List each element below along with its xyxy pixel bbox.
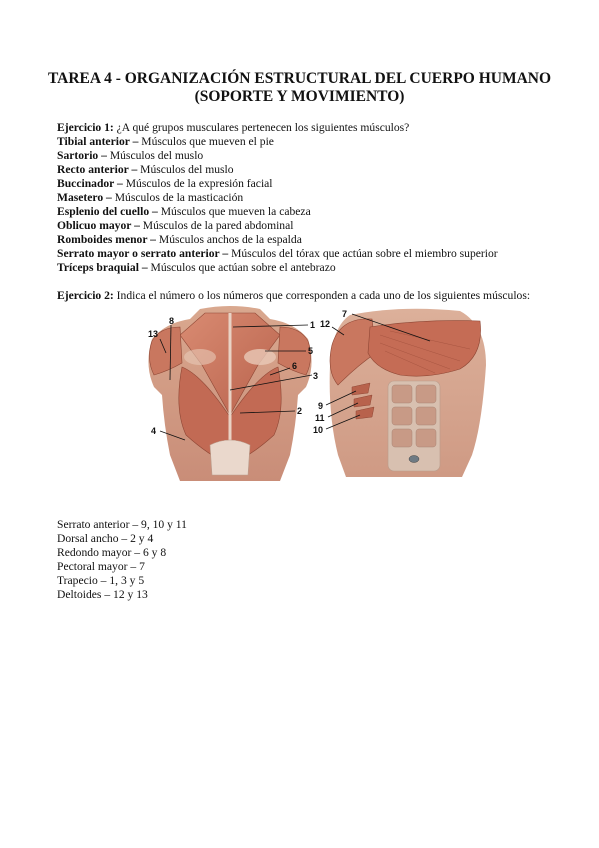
figure-label: 10 [313,425,324,435]
figure-label: 6 [292,361,298,371]
exercise-2-question: Indica el número o los números que corresponden a cada uno de los siguientes músculos: [113,289,531,302]
figure-label: 4 [151,426,157,436]
list-item [57,191,498,205]
exercise-1-question: ¿A qué grupos musculares pertenecen los siguientes músculos? [113,121,410,134]
chest-muscles-illustration [310,305,488,481]
muscle-name: Tríceps braquial – [57,261,148,274]
list-item [57,135,498,149]
exercise-2-answers [57,518,187,602]
muscle-group: Músculos de la masticación [111,191,244,204]
answer-item: Serrato anterior – 9, 10 y 11 [57,518,187,531]
exercise-2-label: Ejercicio 2: [57,289,114,302]
figure-label: 12 [320,319,331,329]
figure-label: 7 [342,309,348,319]
list-item [57,219,498,233]
list-item [57,247,498,261]
muscle-group: Músculos de la pared abdominal [139,219,294,232]
muscle-name: Sartorio – [57,149,107,162]
figure-label: 2 [297,406,303,416]
muscle-name: Masetero – [57,191,112,204]
muscle-name: Romboides menor – [57,233,156,246]
muscle-group: Músculos que mueven el pie [138,135,274,148]
exercise-1 [57,121,498,275]
list-item [57,233,498,247]
muscle-name: Esplenio del cuello – [57,205,158,218]
exercise-1-label: Ejercicio 1: [57,121,114,134]
muscle-group: Músculos de la expresión facial [122,177,273,190]
list-item [57,163,498,177]
back-muscles-illustration [130,305,330,481]
list-item [57,205,498,219]
figure-label: 1 [310,320,316,330]
list-item [57,177,498,191]
title-line-2: (SOPORTE Y MOVIMIENTO) [194,88,405,105]
muscle-group: Músculos del muslo [106,149,204,162]
answer-item: Redondo mayor – 6 y 8 [57,546,167,559]
answer-item: Deltoides – 12 y 13 [57,588,148,601]
muscle-name: Buccinador – [57,177,123,190]
answer-item: Trapecio – 1, 3 y 5 [57,574,145,587]
muscle-name: Oblicuo mayor – [57,219,140,232]
page-title [0,70,599,106]
figure-label: 9 [318,401,324,411]
muscle-group: Músculos del muslo [137,163,234,176]
figure-label: 13 [148,329,159,339]
figure-label: 8 [169,316,175,326]
list-item [57,261,498,275]
answer-item: Dorsal ancho – 2 y 4 [57,532,154,545]
muscle-group: Músculos que mueven la cabeza [157,205,311,218]
chest-muscles-figure [310,305,488,481]
exercise-1-heading [57,121,498,135]
figure-label: 5 [308,346,314,356]
muscle-name: Recto anterior – [57,163,138,176]
muscle-group: Músculos que actúan sobre el antebrazo [147,261,336,274]
back-muscles-figure [130,305,330,481]
muscle-name: Tibial anterior – [57,135,139,148]
muscle-name: Serrato mayor o serrato anterior – [57,247,229,260]
muscle-group: Músculos anchos de la espalda [155,233,302,246]
exercise-2-heading [57,289,530,303]
answer-item: Pectoral mayor – 7 [57,560,145,573]
figure-label: 3 [313,371,319,381]
muscle-group: Músculos del tórax que actúan sobre el miembro superior [228,247,498,260]
figure-label: 11 [315,413,325,423]
title-line-1: TAREA 4 - ORGANIZACIÓN ESTRUCTURAL DEL CUERPO HUMANO [47,70,552,87]
list-item [57,149,498,163]
